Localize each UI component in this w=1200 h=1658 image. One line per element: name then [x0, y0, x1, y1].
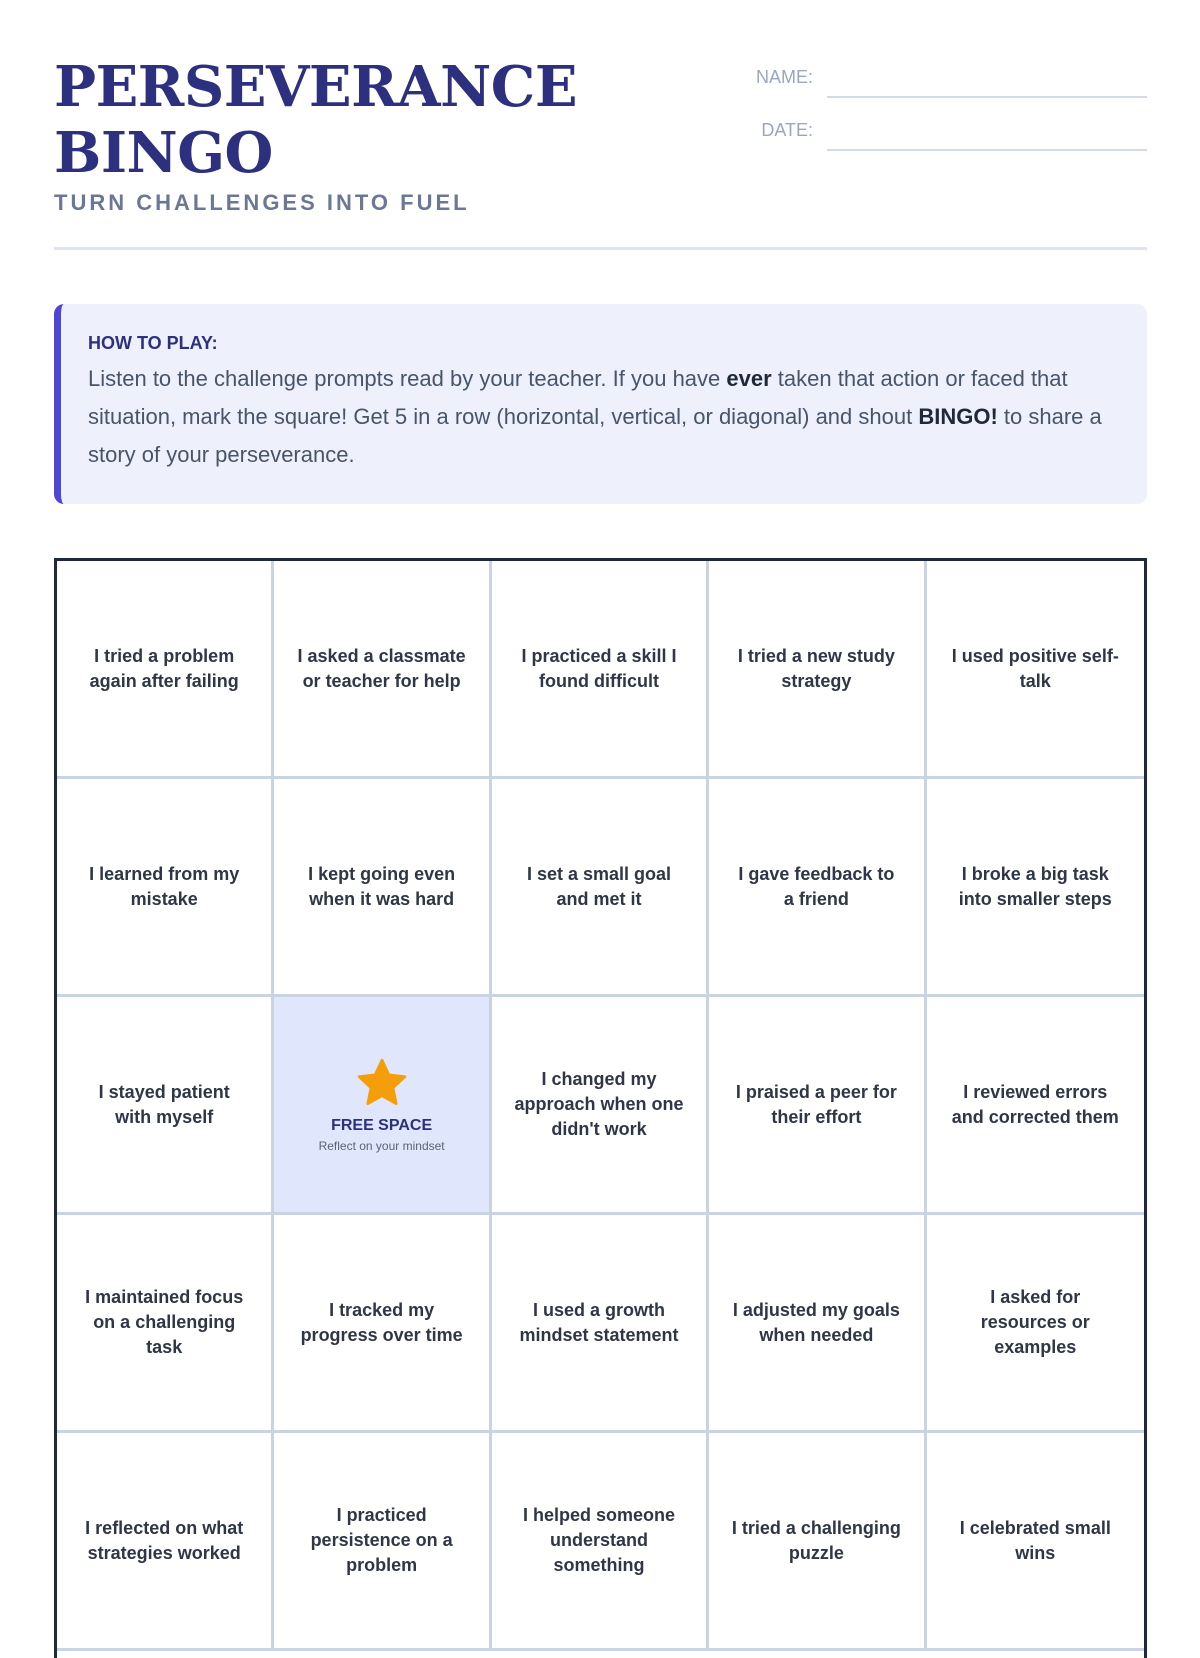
- instructions-emphasis-ever: ever: [726, 366, 772, 391]
- instructions-emphasis-bingo: BINGO!: [918, 404, 998, 429]
- free-space-sublabel: Reflect on your mindset: [318, 1138, 445, 1153]
- header-divider: [54, 247, 1147, 250]
- free-space-label: FREE SPACE: [331, 1116, 433, 1134]
- bingo-cell[interactable]: I tried a challenging puzzle: [709, 1433, 926, 1651]
- bingo-cell[interactable]: I praised a peer for their effort: [709, 997, 926, 1215]
- bingo-cell[interactable]: I changed my approach when one didn't work: [492, 997, 709, 1215]
- bingo-cell[interactable]: I reflected on what strategies worked: [57, 1433, 274, 1651]
- bingo-board: [54, 558, 1147, 1658]
- bingo-cell[interactable]: I used positive self-talk: [927, 561, 1144, 779]
- bingo-cell[interactable]: I maintained focus on a challenging task: [57, 1215, 274, 1433]
- bingo-cell[interactable]: I tracked my progress over time: [274, 1215, 491, 1433]
- instructions-text: [88, 360, 1117, 474]
- bingo-cell[interactable]: I learned from my mistake: [57, 779, 274, 997]
- instructions-title: HOW TO PLAY:: [88, 333, 218, 353]
- name-label: NAME:: [755, 67, 813, 87]
- page-title: PERSEVERANCE BINGO: [54, 54, 578, 186]
- bingo-cell[interactable]: I celebrated small wins: [927, 1433, 1144, 1651]
- page-subtitle: TURN CHALLENGES INTO FUEL: [54, 190, 470, 215]
- instructions-box: [54, 304, 1147, 504]
- bingo-cell[interactable]: I reviewed errors and corrected them: [927, 997, 1144, 1215]
- bingo-cell[interactable]: I tried a problem again after failing: [57, 561, 274, 779]
- bingo-cell[interactable]: I practiced persistence on a problem: [274, 1433, 491, 1651]
- star-icon: [355, 1056, 409, 1110]
- bingo-cell[interactable]: I broke a big task into smaller steps: [927, 779, 1144, 997]
- free-space-cell[interactable]: [274, 997, 491, 1215]
- bingo-cell[interactable]: I set a small goal and met it: [492, 779, 709, 997]
- date-field: [747, 111, 1147, 151]
- date-input-line[interactable]: [827, 117, 1147, 151]
- bingo-cell[interactable]: I asked a classmate or teacher for help: [274, 561, 491, 779]
- bingo-cell[interactable]: I gave feedback to a friend: [709, 779, 926, 997]
- bingo-cell[interactable]: I used a growth mindset statement: [492, 1215, 709, 1433]
- bingo-cell[interactable]: I practiced a skill I found difficult: [492, 561, 709, 779]
- bingo-cell[interactable]: I helped someone understand something: [492, 1433, 709, 1651]
- bingo-cell[interactable]: I adjusted my goals when needed: [709, 1215, 926, 1433]
- instructions-text-part3: to share a story of your perseverance.: [88, 404, 1102, 467]
- bingo-cell[interactable]: I asked for resources or examples: [927, 1215, 1144, 1433]
- bingo-cell[interactable]: I stayed patient with myself: [57, 997, 274, 1215]
- name-field: [747, 58, 1147, 98]
- student-info-fields: [747, 58, 1147, 164]
- name-input-line[interactable]: [827, 64, 1147, 98]
- instructions-text-part1: Listen to the challenge prompts read by your teacher. If you have: [88, 366, 727, 391]
- bingo-cell[interactable]: I kept going even when it was hard: [274, 779, 491, 997]
- bingo-cell[interactable]: I tried a new study strategy: [709, 561, 926, 779]
- instructions-text-part2: taken that action or faced that situation, mark the square! Get 5 in a row (horizontal, vertical, or diagonal) and shout: [88, 366, 1068, 429]
- date-label: DATE:: [761, 120, 813, 140]
- worksheet-header: [54, 54, 1147, 250]
